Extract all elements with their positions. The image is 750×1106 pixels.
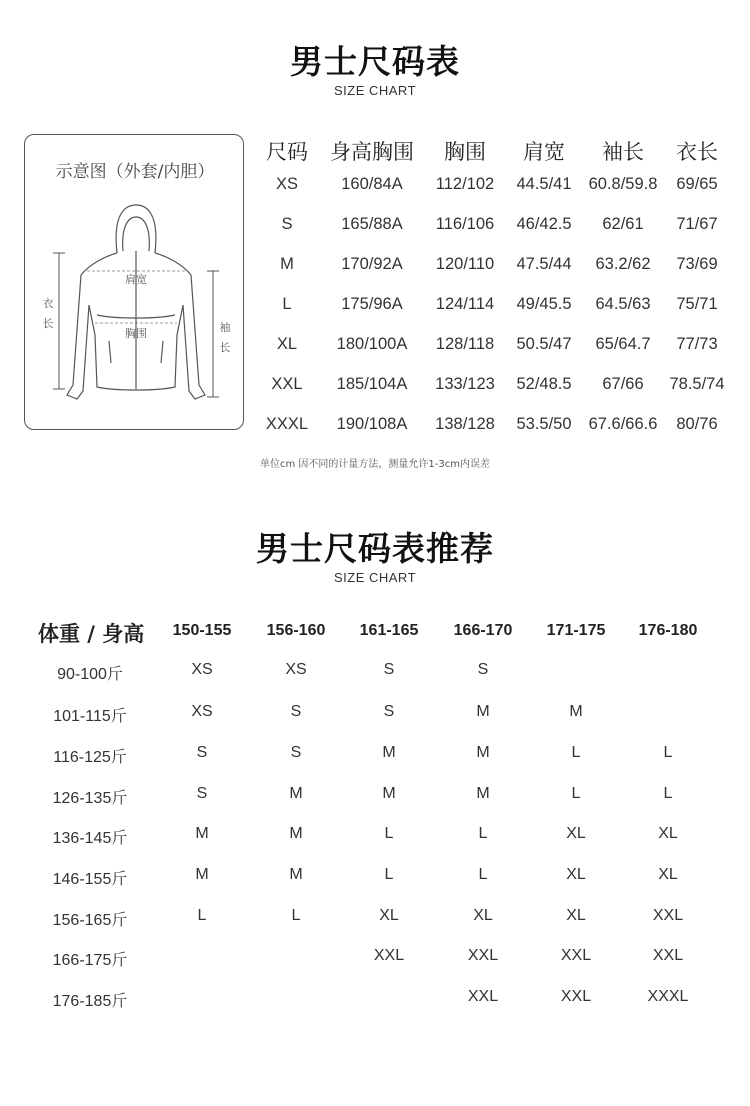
size-chart-cell: 165/88A [341, 215, 403, 233]
size-chart-cell: 190/108A [336, 415, 408, 433]
recommended-size-cell: M [476, 785, 490, 802]
recommended-size-cell: L [384, 825, 394, 842]
height-column-header: 171-175 [546, 622, 606, 639]
weight-row-label: 126-135斤 [52, 790, 128, 807]
size-chart-header: 袖长 [602, 140, 644, 164]
size-chart-cell: 120/110 [435, 255, 495, 273]
size-chart-cell: 67/66 [602, 375, 644, 393]
recommended-size-cell: L [571, 785, 581, 802]
recommended-size-cell: XXL [560, 947, 592, 964]
recommended-size-cell: XL [566, 866, 586, 883]
recommended-size-cell: M [382, 744, 396, 761]
chest-label: 胸围 [125, 327, 147, 340]
recommended-size-cell: M [195, 825, 209, 842]
recommended-size-cell: M [476, 744, 490, 761]
recommended-size-cell: XL [566, 825, 586, 842]
recommended-size-cell: L [478, 866, 488, 883]
sleeve-label-2: 长 [219, 341, 231, 354]
recommended-size-cell: XL [658, 825, 678, 842]
recommended-size-cell: XXL [652, 907, 684, 924]
jacket-diagram [24, 134, 244, 430]
size-chart-header: 衣长 [676, 140, 718, 164]
recommended-size-cell: XS [191, 703, 213, 720]
size-chart-cell: 175/96A [341, 295, 403, 313]
recommended-size-cell: XXL [560, 988, 592, 1005]
recommended-size-cell: L [197, 907, 207, 924]
size-chart-size-label: S [281, 215, 293, 233]
size-chart-cell: 133/123 [435, 375, 495, 393]
size-chart-cell: 170/92A [341, 255, 403, 273]
height-column-header: 150-155 [172, 622, 232, 639]
recommended-size-cell: S [196, 785, 208, 802]
size-chart-cell: 78.5/74 [669, 375, 725, 393]
measurement-note: 单位cm 因不同的计量方法，测量允许1-3cm内误差 [260, 459, 490, 470]
size-chart-size-label: XXXL [265, 415, 309, 433]
size-chart-cell: 52/48.5 [516, 375, 572, 393]
recommended-size-cell: XXL [652, 947, 684, 964]
size-chart-cell: 50.5/47 [516, 335, 572, 353]
size-chart-cell: 49/45.5 [516, 295, 572, 313]
size-chart-cell: 112/102 [435, 175, 495, 193]
size-chart-cell: 69/65 [676, 175, 718, 193]
size-chart-header: 胸围 [444, 140, 486, 164]
size-chart-size-label: XS [275, 175, 299, 193]
length-label-2: 长 [42, 317, 54, 330]
size-chart-cell: 80/76 [676, 415, 718, 433]
recommended-size-cell: XS [191, 661, 213, 678]
recommended-size-cell: L [291, 907, 301, 924]
weight-row-label: 146-155斤 [52, 871, 128, 888]
recommended-size-cell: L [663, 785, 673, 802]
recommended-size-cell: M [289, 866, 303, 883]
size-chart-cell: 73/69 [676, 255, 718, 273]
size-chart-header: 肩宽 [523, 140, 565, 164]
recommended-size-cell: XXL [373, 947, 405, 964]
height-column-header: 176-180 [638, 622, 698, 639]
recommended-size-cell: XL [473, 907, 493, 924]
recommended-size-cell: XXXL [647, 988, 689, 1005]
size-chart-header: 尺码 [266, 140, 308, 164]
size-chart-cell: 65/64.7 [595, 335, 651, 353]
weight-row-label: 156-165斤 [52, 912, 128, 929]
recommended-size-cell: M [195, 866, 209, 883]
size-chart-subtitle: SIZE CHART [333, 83, 417, 98]
size-chart-cell: 60.8/59.8 [588, 175, 658, 193]
recommended-size-cell: M [476, 703, 490, 720]
recommended-size-cell: L [663, 744, 673, 761]
recommended-size-cell: S [290, 744, 302, 761]
shoulder-label: 肩宽 [125, 273, 147, 286]
recommended-size-cell: S [290, 703, 302, 720]
jacket-outline-icon [25, 135, 245, 431]
recommended-size-cell: L [571, 744, 581, 761]
size-chart-cell: 124/114 [435, 295, 495, 313]
length-label-1: 衣 [42, 297, 54, 310]
height-column-header: 161-165 [359, 622, 419, 639]
weight-height-corner-label: 体重 / 身高 [38, 622, 145, 646]
size-chart-cell: 75/71 [676, 295, 718, 313]
size-chart-cell: 180/100A [336, 335, 408, 353]
recommended-size-cell: S [196, 744, 208, 761]
recommended-size-cell: S [383, 703, 395, 720]
recommended-size-cell: XXL [467, 947, 499, 964]
size-chart-cell: 185/104A [336, 375, 408, 393]
sleeve-label-1: 袖 [219, 321, 231, 334]
recommended-size-cell: M [569, 703, 583, 720]
size-chart-cell: 116/106 [435, 215, 495, 233]
recommended-size-cell: M [289, 785, 303, 802]
size-chart-cell: 63.2/62 [595, 255, 651, 273]
recommended-size-cell: S [477, 661, 489, 678]
size-chart-cell: 64.5/63 [595, 295, 651, 313]
weight-row-label: 136-145斤 [52, 830, 128, 847]
size-chart-cell: 53.5/50 [516, 415, 572, 433]
recommended-size-cell: XL [379, 907, 399, 924]
weight-row-label: 90-100斤 [57, 666, 123, 683]
diagram-label: 示意图（外套/内胆） [55, 162, 215, 182]
recommended-size-cell: M [289, 825, 303, 842]
size-chart-cell: 46/42.5 [516, 215, 572, 233]
size-chart-cell: 44.5/41 [516, 175, 572, 193]
size-chart-size-label: XL [276, 335, 298, 353]
height-column-header: 166-170 [453, 622, 513, 639]
size-chart-size-label: XXL [271, 375, 303, 393]
weight-row-label: 176-185斤 [52, 993, 128, 1010]
size-chart-title: 男士尺码表 [290, 42, 460, 81]
recommended-size-cell: XL [566, 907, 586, 924]
recommendation-title: 男士尺码表推荐 [256, 529, 494, 568]
recommended-size-cell: L [384, 866, 394, 883]
size-chart-cell: 62/61 [602, 215, 644, 233]
recommended-size-cell: XL [658, 866, 678, 883]
recommendation-subtitle: SIZE CHART [333, 570, 417, 585]
weight-row-label: 116-125斤 [53, 749, 127, 766]
size-chart-size-label: M [280, 255, 294, 273]
height-column-header: 156-160 [266, 622, 326, 639]
recommended-size-cell: S [383, 661, 395, 678]
size-chart-cell: 160/84A [341, 175, 403, 193]
recommended-size-cell: M [382, 785, 396, 802]
weight-row-label: 101-115斤 [53, 708, 127, 725]
size-chart-header: 身高胸围 [330, 140, 414, 164]
size-chart-cell: 77/73 [676, 335, 718, 353]
size-chart-cell: 67.6/66.6 [588, 415, 658, 433]
weight-row-label: 166-175斤 [52, 952, 128, 969]
size-chart-size-label: L [282, 295, 292, 313]
size-chart-cell: 128/118 [435, 335, 495, 353]
size-chart-cell: 71/67 [676, 215, 718, 233]
size-chart-cell: 138/128 [435, 415, 495, 433]
size-chart-cell: 47.5/44 [516, 255, 572, 273]
recommended-size-cell: L [478, 825, 488, 842]
recommended-size-cell: XS [285, 661, 307, 678]
recommended-size-cell: XXL [467, 988, 499, 1005]
